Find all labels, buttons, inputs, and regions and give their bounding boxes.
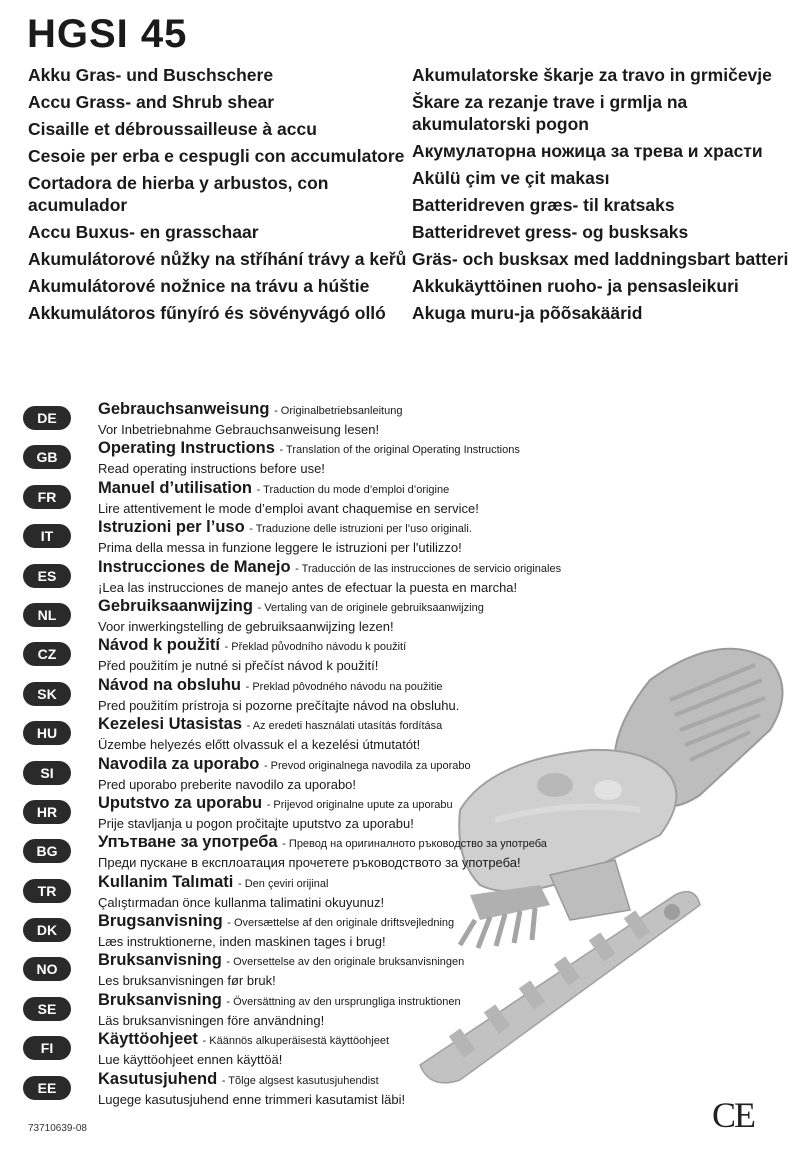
instruction-title: Manuel d’utilisation [98,478,253,497]
instruction-title: Navodila za uporabo [98,754,260,773]
instruction-subtitle: - Prevod originalnega navodila za uporabo [263,759,471,772]
language-badge: NO [23,957,71,981]
language-badge: GB [23,445,71,469]
instruction-title: Operating Instructions [98,439,275,458]
instruction-subtitle: - Översättning av den ursprungliga instruktionen [226,995,461,1008]
instruction-subtitle: - Traduzione delle istruzioni per l’uso originali. [249,523,472,536]
product-name: Akumulatorske škarje za travo in grmičevje [412,65,772,85]
language-row-tr [23,873,583,912]
instruction-title: Упътване за употреба [98,833,278,852]
instruction-note: Pred uporabo preberite navodilo za uporabo! [98,776,357,792]
instruction-note: Läs bruksanvisningen före användning! [98,1012,325,1028]
language-badge: EE [23,1076,71,1100]
product-name: Cisaille et débroussailleuse à accu [28,119,317,139]
instruction-note: Vor Inbetriebnahme Gebrauchsanweisung lesen! [98,422,380,437]
instruction-subtitle: - Překlad původního návodu k použití [224,641,407,654]
product-name: Gräs- och busksax med laddningsbart batteri [412,249,789,269]
language-badge: ES [23,564,71,588]
instruction-note: Prije stavljanja u pogon pročitajte uputstvo za uporabu! [98,815,414,831]
instruction-note: Pred použitím prístroja si pozorne prečítajte návod na obsluhu. [98,697,460,713]
language-row-sk [23,676,583,715]
language-row-nl [23,597,583,636]
language-list [23,400,583,1109]
language-badge: FI [23,1036,71,1060]
product-name: Akuga muru-ja põõsakäärid [412,303,643,323]
instruction-subtitle: - Traducción de las instrucciones de servicio originales [295,562,562,575]
instruction-subtitle: - Den çeviri orijinal [237,877,329,890]
instruction-note: Prima della messa in funzione leggere le istruzioni per l'utilizzo! [98,540,462,556]
language-badge: TR [23,879,71,903]
instruction-subtitle: - Traduction du mode d’emploi d’origine [256,483,450,496]
language-badge: CZ [23,642,71,666]
language-row-bg [23,833,583,872]
product-name: Accu Buxus- en grasschaar [28,222,259,242]
language-badge: NL [23,603,71,627]
product-name: Akkumulátoros fűnyíró és sövényvágó olló [28,303,386,323]
instruction-note: Les bruksanvisningen før bruk! [98,973,276,989]
instruction-note: Преди пускане в експлоатация прочетете ръководството за употреба! [98,855,521,871]
instruction-subtitle: - Oversættelse af den originale driftsvejledning [227,917,455,930]
document-title: HGSI 45 [27,12,188,56]
instruction-subtitle: - Превод на оригиналното ръководство за употреба [282,838,547,851]
product-name: Batteridreven græs- til kratsaks [412,195,675,215]
document-number: 73710639-08 [28,1123,87,1134]
instruction-note: Lire attentivement le mode d’emploi avant chaquemise en service! [98,500,479,516]
language-badge: SE [23,997,71,1021]
instruction-title: Kasutusjuhend [98,1069,218,1088]
language-row-no [23,951,583,990]
instruction-title: Kezelesi Utasistas [98,715,242,734]
instruction-subtitle: - Käännös alkuperäisestä käyttöohjeet [202,1035,390,1048]
instruction-subtitle: - Vertaling van de originele gebruiksaanwijzing [257,601,484,614]
language-badge: DK [23,918,71,942]
instruction-title: Bruksanvisning [98,951,222,970]
instruction-subtitle: - Tõlge algsest kasutusjuhendist [221,1074,379,1087]
instruction-subtitle: - Prijevod originalne upute za uporabu [266,798,453,811]
language-row-it [23,518,583,557]
instruction-note: Read operating instructions before use! [98,461,325,477]
instruction-note: Voor inwerkingstelling de gebruiksaanwijzing lezen! [98,618,394,634]
instruction-note: Lugege kasutusjuhend enne trimmeri kasutamist läbi! [98,1091,406,1107]
instruction-title: Návod k použití [98,636,220,655]
language-badge: DE [23,406,71,430]
instruction-title: Instrucciones de Manejo [98,557,291,576]
language-badge: HR [23,800,71,824]
instruction-title: Istruzioni per l’uso [98,518,245,537]
language-row-hu [23,715,583,754]
language-row-cz [23,636,583,675]
language-row-de [23,400,583,439]
instruction-note: Çalıştırmadan önce kullanma talimatini okuyunuz! [98,894,385,910]
instruction-title: Návod na obsluhu [98,675,242,694]
language-row-dk [23,912,583,951]
language-badge: SI [23,761,71,785]
language-badge: SK [23,682,71,706]
product-name: Accu Grass- and Shrub shear [28,92,275,112]
product-name: Cortadora de hierba y arbustos, con acumulador [28,173,329,215]
instruction-note: Üzembe helyezés előtt olvassuk el a kezelési útmutatót! [98,737,421,753]
language-row-se [23,991,583,1030]
language-badge: FR [23,485,71,509]
product-name: Akumulátorové nůžky na stříhání trávy a keřů [28,249,407,269]
language-row-ee [23,1070,583,1109]
instruction-title: Brugsanvisning [98,912,223,931]
language-badge: HU [23,721,71,745]
language-row-gb [23,439,583,478]
instruction-note: Před použitím je nutné si přečíst návod k použití! [98,658,379,674]
product-name: Batteridrevet gress- og busksaks [412,222,689,242]
instruction-title: Gebruiksaanwijzing [98,596,253,615]
language-row-es [23,558,583,597]
language-badge: BG [23,839,71,863]
instruction-note: Lue käyttöohjeet ennen käyttöä! [98,1052,283,1068]
instruction-note: Læs instruktionerne, inden maskinen tages i brug! [98,934,386,950]
instruction-subtitle: - Originalbetriebsanleitung [274,405,403,417]
product-name: Cesoie per erba e cespugli con accumulatore [28,146,405,166]
instruction-subtitle: - Oversettelse av den originale bruksanvisningen [226,956,465,969]
product-name: Акумулаторна ножица за трева и храсти [412,141,763,161]
instruction-title: Uputstvo za uporabu [98,793,263,812]
product-names-left [28,64,408,329]
language-row-si [23,755,583,794]
product-name: Akumulátorové nožnice na trávu a húštie [28,276,370,296]
product-name: Akülü çim ve çit makası [412,168,610,188]
instruction-subtitle: - Az eredeti használati utasítás fordítása [246,720,443,733]
product-names-right [412,64,792,329]
instruction-title: Käyttöohjeet [98,1030,198,1049]
product-name: Akku Gras- und Buschschere [28,65,274,85]
instruction-subtitle: - Preklad pôvodného návodu na použitie [245,680,443,693]
product-name: Akkukäyttöinen ruoho- ja pensasleikuri [412,276,739,296]
instruction-note: ¡Lea las instrucciones de manejo antes de efectuar la puesta en marcha! [98,579,518,595]
language-row-fi [23,1030,583,1069]
instruction-title: Kullanim Talımati [98,872,234,891]
language-badge: IT [23,524,71,548]
language-row-fr [23,479,583,518]
product-name: Škare za rezanje trave i grmlja na akumulatorski pogon [412,92,688,134]
language-row-hr [23,794,583,833]
instruction-subtitle: - Translation of the original Operating Instructions [279,444,520,457]
instruction-title: Gebrauchsanweisung [98,400,270,418]
ce-mark-icon: CE [712,1095,755,1135]
instruction-title: Bruksanvisning [98,990,222,1009]
